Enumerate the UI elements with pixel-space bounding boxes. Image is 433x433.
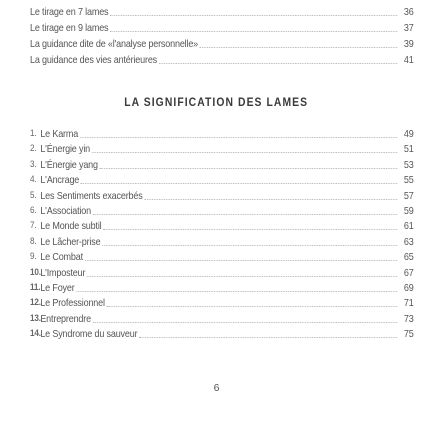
toc-entry: [30, 126, 414, 140]
toc-entry-page: 51: [403, 143, 414, 156]
toc-entry-label: La guidance dite de «l'analyse personnelle»: [30, 38, 199, 50]
toc-entry: [30, 218, 414, 232]
toc-entry: [30, 203, 414, 217]
toc-entry-number: 13.: [30, 312, 41, 324]
toc-entry-label: Le Karma: [40, 128, 79, 140]
toc-entry: [30, 172, 414, 186]
toc-entry-page: 65: [403, 251, 414, 264]
toc-entry-page: 67: [403, 266, 414, 279]
dot-leader: [200, 47, 397, 48]
dot-leader: [139, 337, 397, 338]
toc-entry-number: 8.: [30, 235, 37, 247]
toc-entry: [30, 20, 414, 34]
toc-entry-page: 53: [403, 158, 414, 171]
toc-entry-page: 63: [403, 235, 414, 248]
toc-entry-label: L'Ancrage: [40, 174, 80, 187]
toc-entry-label: Le Monde subtil: [40, 220, 102, 233]
dot-leader: [144, 199, 397, 200]
toc-entry-label: Les Sentiments exacerbés: [40, 189, 143, 202]
toc-entry-number: 3.: [30, 158, 37, 170]
dot-leader: [76, 291, 397, 292]
toc-entry: [30, 249, 414, 263]
toc-entry-number: 14.: [30, 328, 41, 340]
toc-entry: [30, 295, 414, 309]
toc-entry: [30, 4, 414, 18]
toc-entry-label: L'Énergie yang: [40, 158, 98, 171]
toc-entry-label: L'Énergie yin: [40, 143, 91, 156]
toc-entry: [30, 311, 414, 325]
toc-entry-page: 59: [403, 205, 414, 217]
toc-entry: [30, 280, 414, 294]
toc-entry-label: L'Association: [40, 205, 92, 217]
toc-entry-label: Le Syndrome du sauveur: [40, 328, 138, 341]
toc-entry-page: 69: [403, 282, 414, 294]
toc-entry-label: Le Foyer: [40, 282, 75, 294]
dot-leader: [87, 276, 397, 277]
toc-entry: [30, 188, 414, 202]
toc-entry: [30, 326, 414, 340]
dot-leader: [93, 322, 398, 323]
dot-leader: [92, 152, 397, 153]
section-title-text: LA SIGNIFICATION DES LAMES: [124, 97, 309, 109]
toc-entry-label: Le tirage en 7 lames: [30, 6, 109, 18]
page-number: 6: [213, 382, 220, 394]
dot-leader: [159, 63, 397, 64]
toc-entry-page: 49: [403, 128, 414, 140]
toc-entry-label: Le Combat: [40, 251, 83, 264]
toc-entry-number: 4.: [30, 174, 37, 186]
toc-entry-page: 41: [403, 54, 414, 66]
toc-entry-label: Le tirage en 9 lames: [30, 22, 109, 34]
toc-entry-number: 10.: [30, 266, 41, 278]
section-title: [0, 97, 433, 109]
toc-entry-number: 1.: [30, 128, 37, 139]
toc-entry-page: 75: [403, 328, 414, 341]
toc-entry-page: 37: [403, 22, 414, 34]
dot-leader: [102, 245, 397, 246]
dot-leader: [110, 15, 397, 16]
toc-entry-label: Le Professionnel: [40, 297, 105, 310]
toc-entry: [30, 265, 414, 279]
toc-entry-page: 57: [403, 189, 414, 202]
toc-entry-number: 2.: [30, 143, 37, 155]
toc-entry-label: L'Imposteur: [40, 266, 86, 279]
dot-leader: [100, 168, 398, 169]
toc-entry-page: 36: [403, 6, 414, 18]
toc-entry-page: 55: [403, 174, 414, 187]
toc-entry-page: 39: [403, 38, 414, 50]
toc-entry-label: Le Lâcher-prise: [40, 235, 101, 248]
dot-leader: [110, 31, 397, 32]
toc-entry: [30, 36, 414, 50]
dot-leader: [93, 214, 397, 215]
dot-leader: [80, 137, 397, 138]
toc-entry-number: 9.: [30, 251, 37, 263]
toc-entry-page: 73: [403, 312, 414, 325]
toc-entry: [30, 52, 414, 66]
toc-entry-page: 61: [403, 220, 414, 233]
toc-entry-label: Entreprendre: [40, 312, 91, 325]
toc-entry-number: 7.: [30, 220, 37, 232]
toc-entry-number: 11.: [30, 282, 41, 293]
dot-leader: [107, 306, 398, 307]
toc-entry-label: La guidance des vies antérieures: [30, 54, 158, 66]
dot-leader: [103, 229, 397, 230]
dot-leader: [81, 183, 397, 184]
toc-entry-number: 12.: [30, 297, 41, 309]
toc-entry-number: 6.: [30, 205, 37, 216]
dot-leader: [85, 260, 398, 261]
toc-entry-page: 71: [403, 297, 414, 310]
toc-entry: [30, 157, 414, 171]
toc-entry: [30, 234, 414, 248]
toc-entry: [30, 141, 414, 155]
toc-entry-number: 5.: [30, 189, 37, 201]
